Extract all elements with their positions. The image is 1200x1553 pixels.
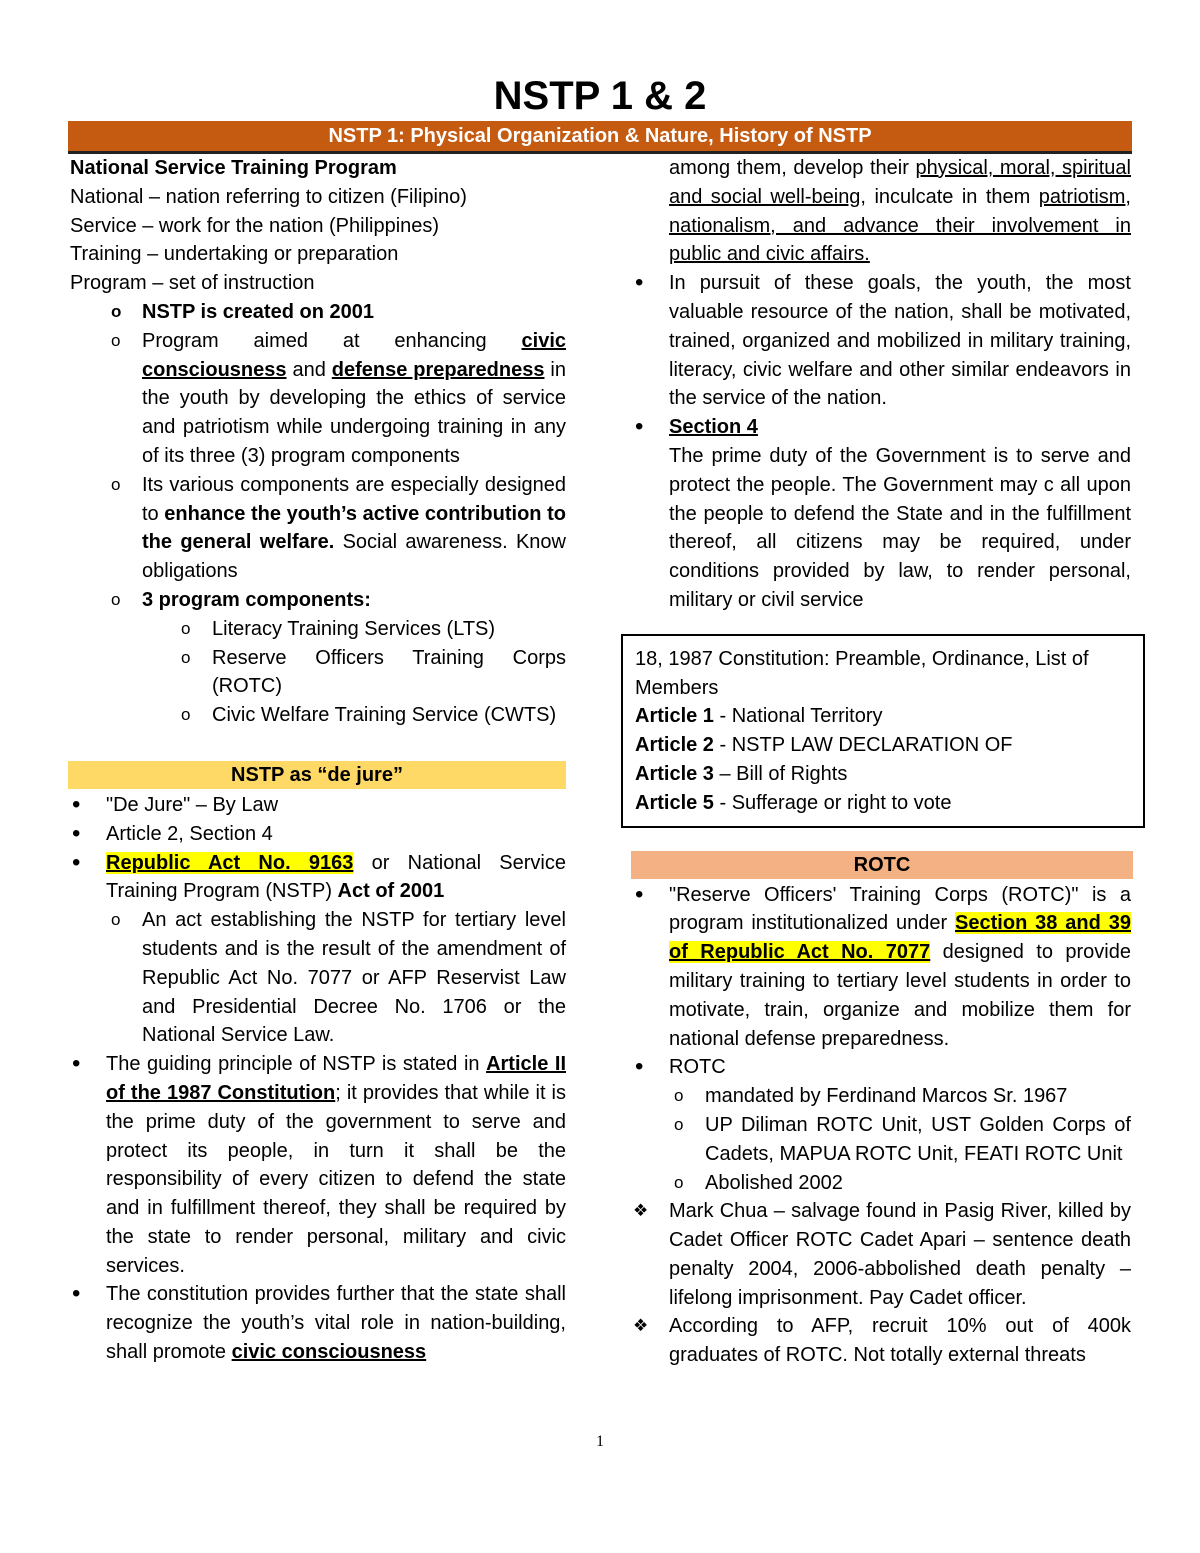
left-column <box>70 154 566 1367</box>
def-service: Service – work for the nation (Philippines) <box>70 214 440 237</box>
list-item: o An act establishing the NSTP for tertiary level students and is the result of the amendment of Republic Act No. 7077 or AFP Reservist Law and Presidential Decree No. 1706 or the National Service Law. <box>106 906 566 1050</box>
component-cwts: o Civic Welfare Training Service (CWTS) <box>142 701 566 730</box>
program-heading: National Service Training Program <box>70 157 397 179</box>
aim-post: in the youth by developing the ethics of service and patriotism while undergoing training in any of its three (3) program components <box>142 358 566 467</box>
article-label: Article 5 <box>635 791 714 814</box>
const-bold: civic consciousness <box>231 1341 427 1364</box>
article-label: Article 1 <box>635 705 714 728</box>
component-rotc: o Reserve Officers Training Corps (ROTC) <box>142 644 566 702</box>
ra-bold: Act of 2001 <box>337 880 445 903</box>
comp-post: Social awareness. Know obligations <box>142 531 566 583</box>
def-training: Training – undertaking or preparation <box>70 243 399 266</box>
const-pre: The constitution provides further that the state shall recognize the youth’s vital role in nation-building, shall promote <box>106 1283 566 1364</box>
list-item: o UP Diliman ROTC Unit, UST Golden Corps of Cadets, MAPUA ROTC Unit, FEATI ROTC Unit <box>669 1111 1131 1169</box>
article-2 <box>635 731 1131 760</box>
list-item <box>70 471 566 586</box>
list-item: o Abolished 2002 <box>669 1169 1131 1198</box>
list-item: • In pursuit of these goals, the youth, the most valuable resource of the nation, shall be motivated, trained, organized and mobilized in military training, literacy, civic welfare and other similar endeavors in the service of the nation. <box>633 269 1131 413</box>
components-list <box>142 615 566 730</box>
def-national: National – nation referring to citizen (Filipino) <box>70 185 467 208</box>
list-item <box>70 1280 566 1366</box>
list-item: ❖ According to AFP, recruit 10% out of 400k graduates of ROTC. Not totally external threats <box>633 1312 1131 1370</box>
notes-list <box>633 1197 1131 1370</box>
list-item: • Article 2, Section 4 <box>70 820 566 849</box>
aim-and: and <box>286 358 332 381</box>
rotc-post: designed to provide military training to tertiary level students in order to motivate, train, organize and mobilize them for national defense preparedness. <box>669 941 1131 1050</box>
list-item <box>70 1050 566 1280</box>
list-item <box>70 849 566 1051</box>
article-label: Article 3 <box>635 762 714 785</box>
components-label: 3 program components: <box>142 588 371 611</box>
rotc-pre: "Reserve Officers' Training Corps (ROTC)" is a program institutionalized under <box>669 883 1131 935</box>
box-intro: 18, 1987 Constitution: Preamble, Ordinance, List of Members <box>635 647 1089 699</box>
program-points <box>70 298 566 730</box>
continued-text <box>669 154 1131 269</box>
ra-sub-list <box>106 906 566 1050</box>
def-program: Program – set of instruction <box>70 272 315 295</box>
constitution-box <box>621 634 1145 828</box>
list-item <box>633 413 1131 615</box>
cont-u2: patriotism, nationalism, and advance their involvement in public and civic affairs. <box>669 185 1131 266</box>
article-text: - National Territory <box>713 705 883 728</box>
civic-consciousness: civic consciousness <box>142 329 566 381</box>
rotc-sub-list <box>669 1082 1131 1197</box>
page-title: NSTP 1 & 2 <box>493 74 707 118</box>
comp-text: Its various components are especially designed to <box>142 473 566 525</box>
list-item <box>633 1053 1131 1197</box>
ra-9163: Republic Act No. 9163 <box>106 851 354 874</box>
list-item <box>70 586 566 730</box>
list-item: o mandated by Ferdinand Marcos Sr. 1967 <box>669 1082 1131 1111</box>
guide-bold: Article II of the 1987 Constitution <box>106 1053 566 1104</box>
component-lts: o Literacy Training Services (LTS) <box>142 615 566 644</box>
guide-post: ; it provides that while it is the prime duty of the government to serve and protect its people, in turn it shall be the responsibility of every citizen to defend the state and in fulfillment thereof, they shall be required by the state to render personal, military and civic services. <box>106 1081 566 1277</box>
right-column <box>635 154 1131 1370</box>
page-number: 1 <box>596 1433 604 1450</box>
section4-text: The prime duty of the Government is to serve and protect the people. The Government may c all upon the people to defend the State and in the fulfillment thereof, all citizens may be required, under conditions provided by law, to render personal, military or civil service <box>669 444 1131 611</box>
article-3 <box>635 760 1131 789</box>
cont-pre: among them, develop their <box>669 157 916 179</box>
article-text: - Sufferage or right to vote <box>713 791 952 814</box>
list-item <box>70 327 566 471</box>
section-banner: NSTP 1: Physical Organization & Nature, History of NSTP <box>68 121 1132 154</box>
article-1 <box>635 702 1131 731</box>
rotc-list <box>633 881 1131 1198</box>
defense-preparedness: defense preparedness <box>331 358 545 381</box>
ra-mid: or National Service Training Program (NSTP) <box>106 851 566 903</box>
cont-u1: physical, moral, spiritual and social well-being, <box>669 157 1131 208</box>
rotc-header: ROTC <box>631 851 1133 879</box>
guide-pre: The guiding principle of NSTP is stated in <box>106 1053 487 1076</box>
article-text: – Bill of Rights <box>713 762 848 785</box>
comp-bold: enhance the youth’s active contribution to the general welfare. <box>142 502 566 554</box>
list-item: • "De Jure" – By Law <box>70 791 566 820</box>
list-item <box>633 881 1131 1054</box>
section4-label: • Section 4 <box>669 416 758 439</box>
right-bullets <box>633 269 1131 615</box>
dejure-header: NSTP as “de jure” <box>68 761 566 789</box>
dejure-list <box>70 791 566 1367</box>
article-label: Article 2 <box>635 734 714 757</box>
cont-mid: inculcate in them <box>866 185 1039 208</box>
aim-text: Program aimed at enhancing <box>142 329 522 352</box>
list-item: ❖ Mark Chua – salvage found in Pasig River, killed by Cadet Officer ROTC Cadet Apari – sentence death penalty 2004, 2006-abbolished death penalty – lifelong imprisonment. Pay Cadet officer. <box>633 1197 1131 1312</box>
rotc-label: ROTC <box>669 1056 726 1079</box>
created-text: NSTP is created on 2001 <box>142 300 374 323</box>
list-item <box>70 298 566 327</box>
article-text: - NSTP LAW DECLARATION OF <box>713 734 1013 757</box>
article-5 <box>635 789 1131 818</box>
rotc-section-38: Section 38 and 39 of Republic Act No. 7077 <box>669 912 1131 964</box>
